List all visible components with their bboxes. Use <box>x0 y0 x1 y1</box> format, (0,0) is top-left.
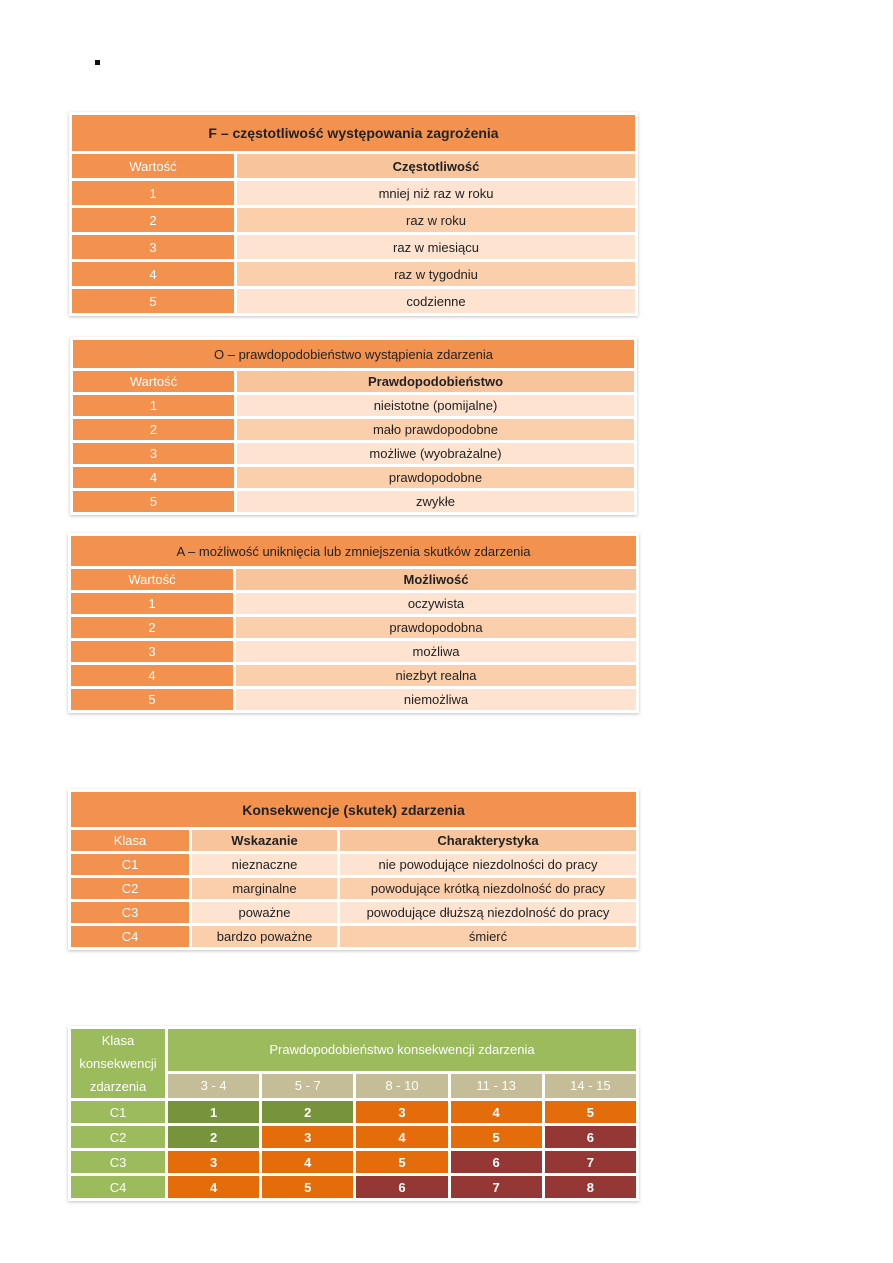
text-cell: nieistotne (pomijalne) <box>237 395 634 416</box>
value-cell: 2 <box>72 208 234 232</box>
column-header: Częstotliwość <box>237 154 635 178</box>
column-header: Wartość <box>71 569 233 590</box>
indication-cell: nieznaczne <box>192 854 337 875</box>
text-cell: raz w miesiącu <box>237 235 635 259</box>
class-cell: C3 <box>71 902 189 923</box>
text-cell: niemożliwa <box>236 689 636 710</box>
corner-line: zdarzenia <box>89 1079 147 1094</box>
value-cell: 4 <box>72 262 234 286</box>
risk-cell: 1 <box>168 1101 259 1123</box>
list-bullet <box>95 60 100 65</box>
column-header: Wskazanie <box>192 830 337 851</box>
range-header: 8 - 10 <box>356 1074 447 1098</box>
text-cell: prawdopodobne <box>237 467 634 488</box>
text-cell: raz w roku <box>237 208 635 232</box>
table-title: A – możliwość uniknięcia lub zmniejszenia skutków zdarzenia <box>71 536 636 566</box>
risk-cell: 3 <box>168 1151 259 1173</box>
class-cell: C3 <box>71 1151 165 1173</box>
text-cell: prawdopodobna <box>236 617 636 638</box>
indication-cell: bardzo poważne <box>192 926 337 947</box>
risk-cell: 3 <box>262 1126 353 1148</box>
corner-line: konsekwencji <box>79 1056 157 1071</box>
characteristic-cell: powodujące dłuższą niezdolność do pracy <box>340 902 636 923</box>
class-cell: C2 <box>71 1126 165 1148</box>
value-cell: 5 <box>72 289 234 313</box>
characteristic-cell: śmierć <box>340 926 636 947</box>
text-cell: oczywista <box>236 593 636 614</box>
risk-cell: 2 <box>262 1101 353 1123</box>
class-cell: C1 <box>71 1101 165 1123</box>
text-cell: możliwa <box>236 641 636 662</box>
avoidance-table <box>68 533 639 713</box>
risk-cell: 5 <box>451 1126 542 1148</box>
class-cell: C2 <box>71 878 189 899</box>
risk-cell: 4 <box>356 1126 447 1148</box>
value-cell: 5 <box>71 689 233 710</box>
value-cell: 4 <box>71 665 233 686</box>
table-title: O – prawdopodobieństwo wystąpienia zdarzenia <box>73 340 634 368</box>
text-cell: możliwe (wyobrażalne) <box>237 443 634 464</box>
consequences-table <box>68 789 639 950</box>
characteristic-cell: nie powodujące niezdolności do pracy <box>340 854 636 875</box>
frequency-table <box>69 112 638 316</box>
risk-cell: 5 <box>356 1151 447 1173</box>
table-title: F – częstotliwość występowania zagrożenia <box>72 115 635 151</box>
indication-cell: poważne <box>192 902 337 923</box>
value-cell: 1 <box>71 593 233 614</box>
value-cell: 3 <box>72 235 234 259</box>
text-cell: mało prawdopodobne <box>237 419 634 440</box>
value-cell: 3 <box>71 641 233 662</box>
value-cell: 4 <box>73 467 234 488</box>
value-cell: 1 <box>72 181 234 205</box>
text-cell: mniej niż raz w roku <box>237 181 635 205</box>
risk-matrix-table <box>68 1026 639 1201</box>
column-header: Klasa <box>71 830 189 851</box>
column-header: Możliwość <box>236 569 636 590</box>
column-header: Charakterystyka <box>340 830 636 851</box>
class-corner-header <box>71 1029 165 1098</box>
risk-cell: 4 <box>451 1101 542 1123</box>
risk-cell: 5 <box>262 1176 353 1198</box>
probability-table <box>70 337 637 515</box>
class-cell: C4 <box>71 926 189 947</box>
value-cell: 1 <box>73 395 234 416</box>
corner-line: Klasa <box>101 1033 135 1048</box>
column-header: Wartość <box>73 371 234 392</box>
class-cell: C1 <box>71 854 189 875</box>
risk-cell: 8 <box>545 1176 636 1198</box>
risk-cell: 4 <box>262 1151 353 1173</box>
risk-cell: 6 <box>356 1176 447 1198</box>
risk-cell: 5 <box>545 1101 636 1123</box>
text-cell: zwykłe <box>237 491 634 512</box>
characteristic-cell: powodujące krótką niezdolność do pracy <box>340 878 636 899</box>
risk-cell: 6 <box>545 1126 636 1148</box>
risk-cell: 2 <box>168 1126 259 1148</box>
risk-cell: 6 <box>451 1151 542 1173</box>
risk-cell: 4 <box>168 1176 259 1198</box>
class-cell: C4 <box>71 1176 165 1198</box>
value-cell: 3 <box>73 443 234 464</box>
text-cell: raz w tygodniu <box>237 262 635 286</box>
value-cell: 2 <box>71 617 233 638</box>
column-header: Wartość <box>72 154 234 178</box>
text-cell: niezbyt realna <box>236 665 636 686</box>
range-header: 14 - 15 <box>545 1074 636 1098</box>
column-header: Prawdopodobieństwo <box>237 371 634 392</box>
range-header: 11 - 13 <box>451 1074 542 1098</box>
matrix-title: Prawdopodobieństwo konsekwencji zdarzenia <box>168 1029 636 1071</box>
table-title: Konsekwencje (skutek) zdarzenia <box>71 792 636 827</box>
indication-cell: marginalne <box>192 878 337 899</box>
value-cell: 2 <box>73 419 234 440</box>
risk-cell: 7 <box>451 1176 542 1198</box>
risk-cell: 3 <box>356 1101 447 1123</box>
range-header: 3 - 4 <box>168 1074 259 1098</box>
text-cell: codzienne <box>237 289 635 313</box>
risk-cell: 7 <box>545 1151 636 1173</box>
value-cell: 5 <box>73 491 234 512</box>
range-header: 5 - 7 <box>262 1074 353 1098</box>
